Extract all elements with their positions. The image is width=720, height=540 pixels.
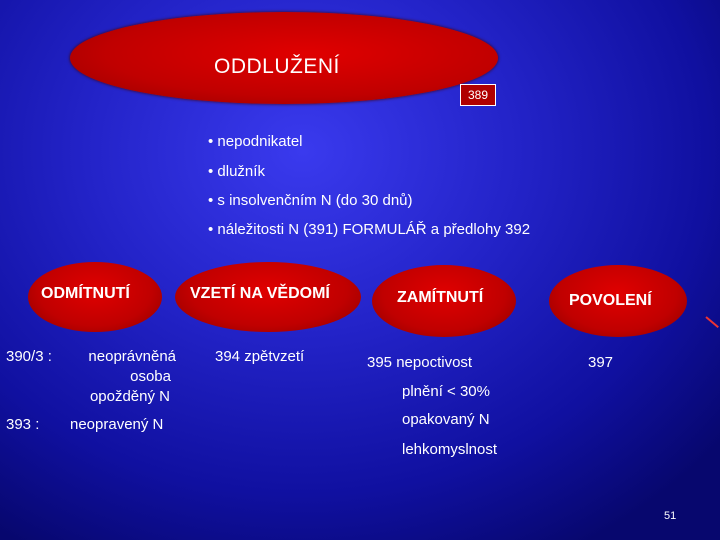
page-title: ODDLUŽENÍ [214,55,340,78]
bullet-item: • náležitosti N (391) FORMULÁŘ a předlohy 392 [208,221,531,238]
decorative-line [705,316,719,328]
zamitnuti-label: ZAMÍTNUTÍ [397,289,484,306]
slide-number: 51 [664,510,677,522]
odmitnuti-reason-2: neopravený N [70,416,164,433]
povoleni-item: 397 [588,354,614,371]
vzeti-item: 394 zpětvzetí [215,348,305,365]
odmitnuti-ref-1: 390/3 : [6,348,52,365]
bullet-item: • s insolvenčním N (do 30 dnů) [208,192,413,209]
odmitnuti-reason-line: neoprávněná [88,348,176,365]
bullet-item: • nepodnikatel [208,133,303,150]
vzeti-label: VZETÍ NA VĚDOMÍ [190,285,330,302]
bullet-item: • dlužník [208,163,265,180]
page-reference-badge: 389 [460,84,496,106]
odmitnuti-reason-line: opožděný N [89,388,170,405]
zamitnuti-item: plnění < 30% [402,383,490,400]
odmitnuti-ref-2: 393 : [6,416,40,433]
odmitnuti-reason-line: osoba [130,368,171,385]
povoleni-label: POVOLENÍ [569,292,652,309]
odmitnuti-label: ODMÍTNUTÍ [41,285,130,302]
zamitnuti-item: 395 nepoctivost [367,354,473,371]
zamitnuti-item: opakovaný N [402,411,490,428]
zamitnuti-item: lehkomyslnost [402,441,498,458]
